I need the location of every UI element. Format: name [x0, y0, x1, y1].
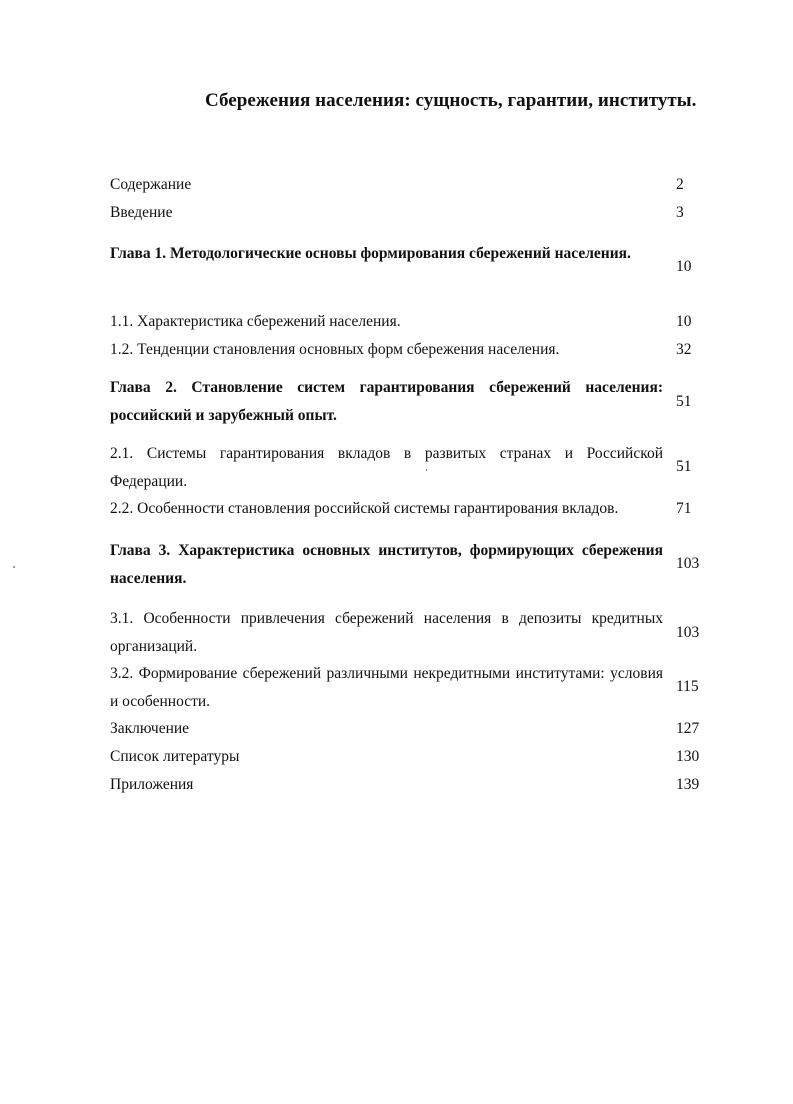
toc-page-contents: 2: [676, 176, 684, 193]
toc-page-chapter-1: 10: [676, 258, 692, 275]
toc-entry-chapter-3: Глава 3. Характеристика основных институтов, формирующих сбережения населения.: [110, 542, 663, 587]
toc-page-appendices: 139: [676, 776, 700, 793]
toc-entry-section-2-1: 2.1. Системы гарантирования вкладов в развитых странах и Российской Федерации.: [110, 445, 663, 490]
toc-entry-appendices: Приложения: [110, 776, 194, 793]
document-title: Сбережения населения: сущность, гарантии, институты.: [205, 90, 697, 111]
toc-entry-chapter-1: Глава 1. Методологические основы формирования сбережений населения.: [110, 245, 631, 262]
toc-page-introduction: 3: [676, 204, 684, 221]
toc-entry-section-3-1: 3.1. Особенности привлечения сбережений населения в депозиты кредитных организаций.: [110, 610, 663, 655]
scan-speck: [13, 566, 15, 568]
toc-entry-introduction: Введение: [110, 204, 173, 221]
toc-page-section-1-1: 10: [676, 313, 692, 330]
toc-entry-bibliography: Список литературы: [110, 748, 240, 765]
toc-entry-contents: Содержание: [110, 176, 192, 193]
toc-page-section-3-2: 115: [676, 678, 699, 695]
toc-page-chapter-3: 103: [676, 555, 700, 572]
toc-page-bibliography: 130: [676, 748, 700, 765]
toc-page-chapter-2: 51: [676, 393, 692, 410]
toc-entry-chapter-2: Глава 2. Становление систем гарантирования сбережений населения: российский и зарубежный опыт.: [110, 379, 663, 424]
toc-entry-conclusion: Заключение: [110, 720, 190, 737]
toc-page-conclusion: 127: [676, 720, 700, 737]
scan-speck: [426, 469, 427, 471]
toc-page-section-1-2: 32: [676, 341, 692, 358]
toc-entry-section-3-2: 3.2. Формирование сбережений различными некредитными институтами: условия и особенности.: [110, 665, 663, 710]
toc-page-section-3-1: 103: [676, 624, 700, 641]
toc-page-section-2-2: 71: [676, 500, 692, 517]
toc-page-section-2-1: 51: [676, 458, 692, 475]
toc-entry-section-2-2: 2.2. Особенности становления российской системы гарантирования вкладов.: [110, 500, 619, 517]
toc-entry-section-1-1: 1.1. Характеристика сбережений населения.: [110, 313, 401, 330]
toc-entry-section-1-2: 1.2. Тенденции становления основных форм сбережения населения.: [110, 341, 560, 358]
